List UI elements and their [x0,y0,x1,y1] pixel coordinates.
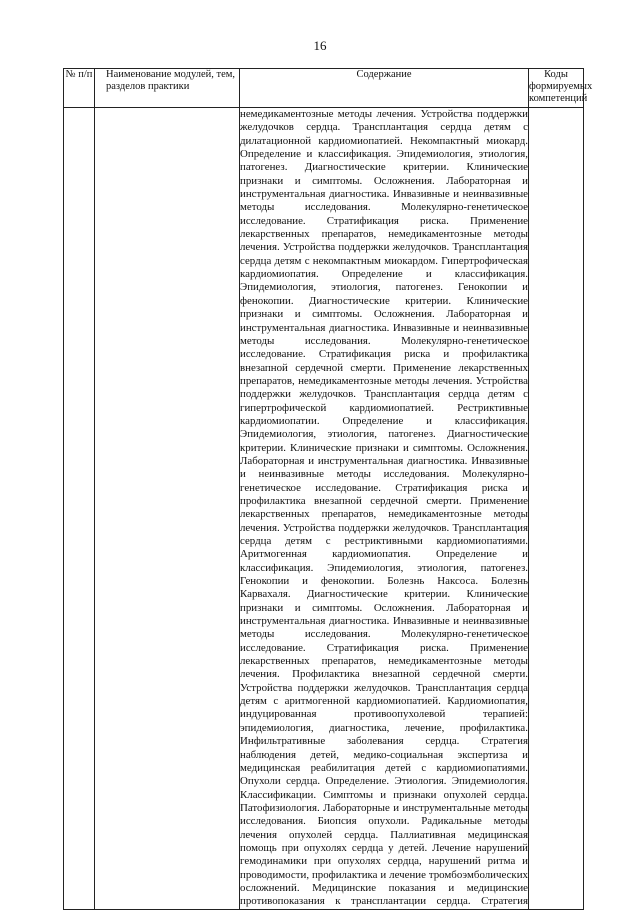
page-number: 16 [313,38,327,53]
table-header-row [64,69,584,108]
cell-codes [529,108,584,910]
header-content: Содержание [240,69,529,108]
program-table [63,68,593,910]
header-module: Наименование модулей, тем, разделов практики [95,69,240,108]
header-number: № п/п [64,69,95,108]
cell-number [64,108,95,910]
cell-module [95,108,240,910]
cell-content: немедикаментозные методы лечения. Устройства поддержки желудочков сердца. Трансплантация сердца детям с дилатационной кардиомиопатией. Некомпактный миокард. Определение и классификация. Эпидемиология, этиология, патогенез. Диагностические критерии. Клинические признаки и симптомы. Осложнения. Лабораторная и инструментальная диагностика. Инвазивные и неинвазивные методы исследования. Молекулярно-генетическое исследование. Стратификация риска. Применение лекарственных препаратов, немедикаментозные методы лечения. Устройства поддержки желудочков. Трансплантация сердца детям с некомпактным миокардом. Гипертрофическая кардиомиопатия. Определение и классификация. Эпидемиология, этиология, патогенез. Генокопии и фенокопии. Диагностические критерии. Клинические признаки и симптомы. Осложнения. Лабораторная и инструментальная диагностика. Инвазивные и неинвазивные методы исследования. Молекулярно-генетическое исследование. Стратификация риска и профилактика внезапной сердечной смерти. Применение лекарственных препаратов, немедикаментозные методы лечения. Устройства поддержки желудочков. Трансплантация сердца детям с гипертрофической кардиомиопатией. Рестриктивные кардиомиопатии. Определение и классификация. Эпидемиология, этиология, патогенез. Диагностические критерии. Клинические признаки и симптомы. Осложнения. Лабораторная и инструментальная диагностика. Инвазивные и неинвазивные методы исследования. Молекулярно-генетическое исследование. Стратификация риска и профилактика внезапной сердечной смерти. Применение лекарственных препаратов, немедикаментозные методы лечения. Устройства поддержки желудочков. Трансплантация сердца детям с рестриктивными кардиомиопатиями. Аритмогенная кардиомиопатия. Определение и классификация. Эпидемиология, этиология, патогенез. Генокопии и фенокопии. Болезнь Наксоса. Болезнь Карвахаля. Диагностические критерии. Клинические признаки и симптомы. Осложнения. Лабораторная и инструментальная диагностика. Инвазивные и неинвазивные методы исследования. Молекулярно-генетическое исследование. Стратификация риска. Применение лекарственных препаратов, немедикаментозные методы лечения. Профилактика внезапной сердечной смерти. Устройства поддержки желудочков. Трансплантация сердца детям с аритмогенной кардиомиопатией. Кардиомиопатия, индуцированная противоопухолевой терапией: эпидемиология, диагностика, лечение, профилактика. Инфильтративные заболевания сердца. Стратегия наблюдения детей, медико-социальная экспертиза и медицинская реабилитация детей с кардиомиопатиями. Опухоли сердца. Определение. Этиология. Эпидемиология. Классификации. Симптомы и признаки опухолей сердца. Патофизиология. Лабораторные и инструментальные методы исследования. Биопсия опухоли. Радикальные методы лечения опухолей сердца. Паллиативная медицинская помощь при опухолях сердца у детей. Лечение нарушений гемодинамики при опухолях сердца, нарушений ритма и проводимости, профилактика и лечение тромбоэмболических осложнений. Медицинские показания и медицинские противопоказания к трансплантации сердца. Стратегия [240,108,528,908]
table-row [64,108,584,910]
header-codes: Коды формируемых компетенций [529,69,584,108]
